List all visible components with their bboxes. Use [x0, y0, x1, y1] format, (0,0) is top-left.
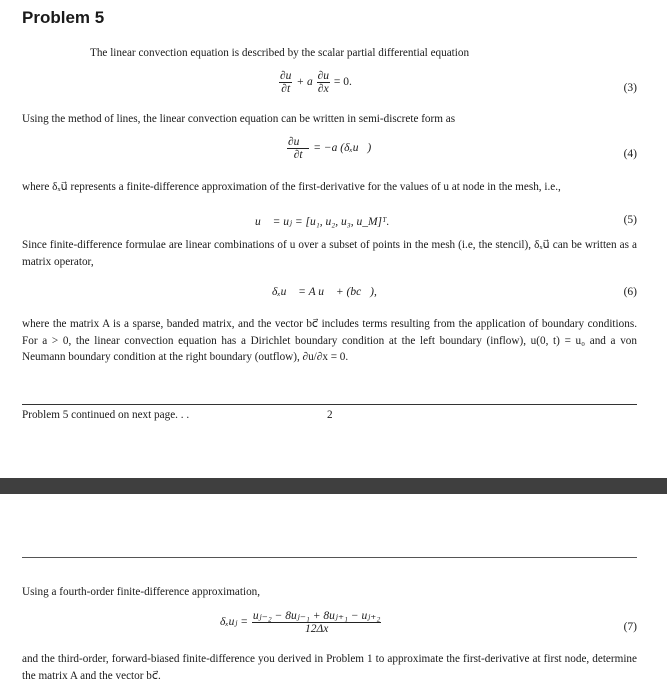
equation-4 — [286, 136, 371, 161]
eq7-number: (7) — [623, 621, 637, 633]
eq4-number: (4) — [623, 148, 637, 160]
continued-note: Problem 5 continued on next page. . . — [22, 409, 190, 421]
eq7-lhs: δₓuⱼ = — [220, 616, 249, 629]
eq3-num1: ∂u — [280, 70, 292, 82]
stencil-text: Since finite-difference formulae are linear combinations of u over a subset of points in the mesh (i.e, the stencil), δₓu⃗ can be written as a matrix operator, — [22, 239, 637, 268]
eq6-number: (6) — [623, 286, 637, 298]
fourth-order-text: Using a fourth-order finite-difference approximation, — [22, 586, 261, 598]
eq3-number: (3) — [623, 82, 637, 94]
eq3-den1: ∂t — [281, 83, 291, 95]
problem-title: Problem 5 — [22, 8, 105, 27]
task-text: and the third-order, forward-biased finite-difference you derived in Problem 1 to approximate the first-derivative at first node, determine the matrix A and the vector bc⃗. — [22, 653, 637, 682]
eq4-rhs: = −a (δₓu⃗) — [313, 142, 372, 155]
footer-rule — [22, 404, 637, 405]
equation-5: u⃗ = uⱼ = [u₁, u₂, u₃, u_M]ᵀ. — [255, 216, 390, 228]
header-rule — [22, 557, 637, 558]
intro-text: The linear convection equation is described by the scalar partial differential equation — [90, 47, 470, 59]
eq3-den2: ∂x — [317, 83, 329, 95]
eq4-num: ∂u⃗ — [288, 136, 309, 148]
eq3-num2: ∂u — [317, 70, 330, 82]
eq7-numerator: uⱼ₋₂ − 8uⱼ₋₁ + 8uⱼ₊₁ − uⱼ₊₂ — [252, 610, 381, 622]
semi-discrete-text: Using the method of lines, the linear convection equation can be written in semi-discrete form as — [22, 113, 456, 125]
eq5-number: (5) — [623, 214, 637, 226]
boundary-conditions-text: where the matrix A is a sparse, banded matrix, and the vector bc⃗ includes terms resulting from the application of boundary conditions. For a > 0, the linear convection equation has a Dirichlet boundary condition at the left boundary (inflow), u(0, t) = u₀ and a von Neumann boundary condition at the right boundary (outflow), ∂u/∂x = 0. — [22, 318, 637, 363]
eq3-plus: + a — [296, 76, 313, 89]
finite-difference-text: where δₓu⃗ represents a finite-difference approximation of the first-derivative for the values of u at node in the mesh, i.e., — [22, 181, 561, 193]
equation-7 — [220, 610, 382, 635]
equation-6: δₓu⃗ = A u⃗ + (bc⃗), — [272, 286, 377, 298]
page-number: 2 — [327, 409, 333, 421]
equation-3 — [278, 70, 352, 95]
eq3-rhs: = 0. — [333, 76, 352, 89]
page-divider — [0, 478, 667, 494]
eq4-den: ∂t — [293, 149, 303, 161]
eq7-denominator: 12Δx — [304, 623, 329, 635]
